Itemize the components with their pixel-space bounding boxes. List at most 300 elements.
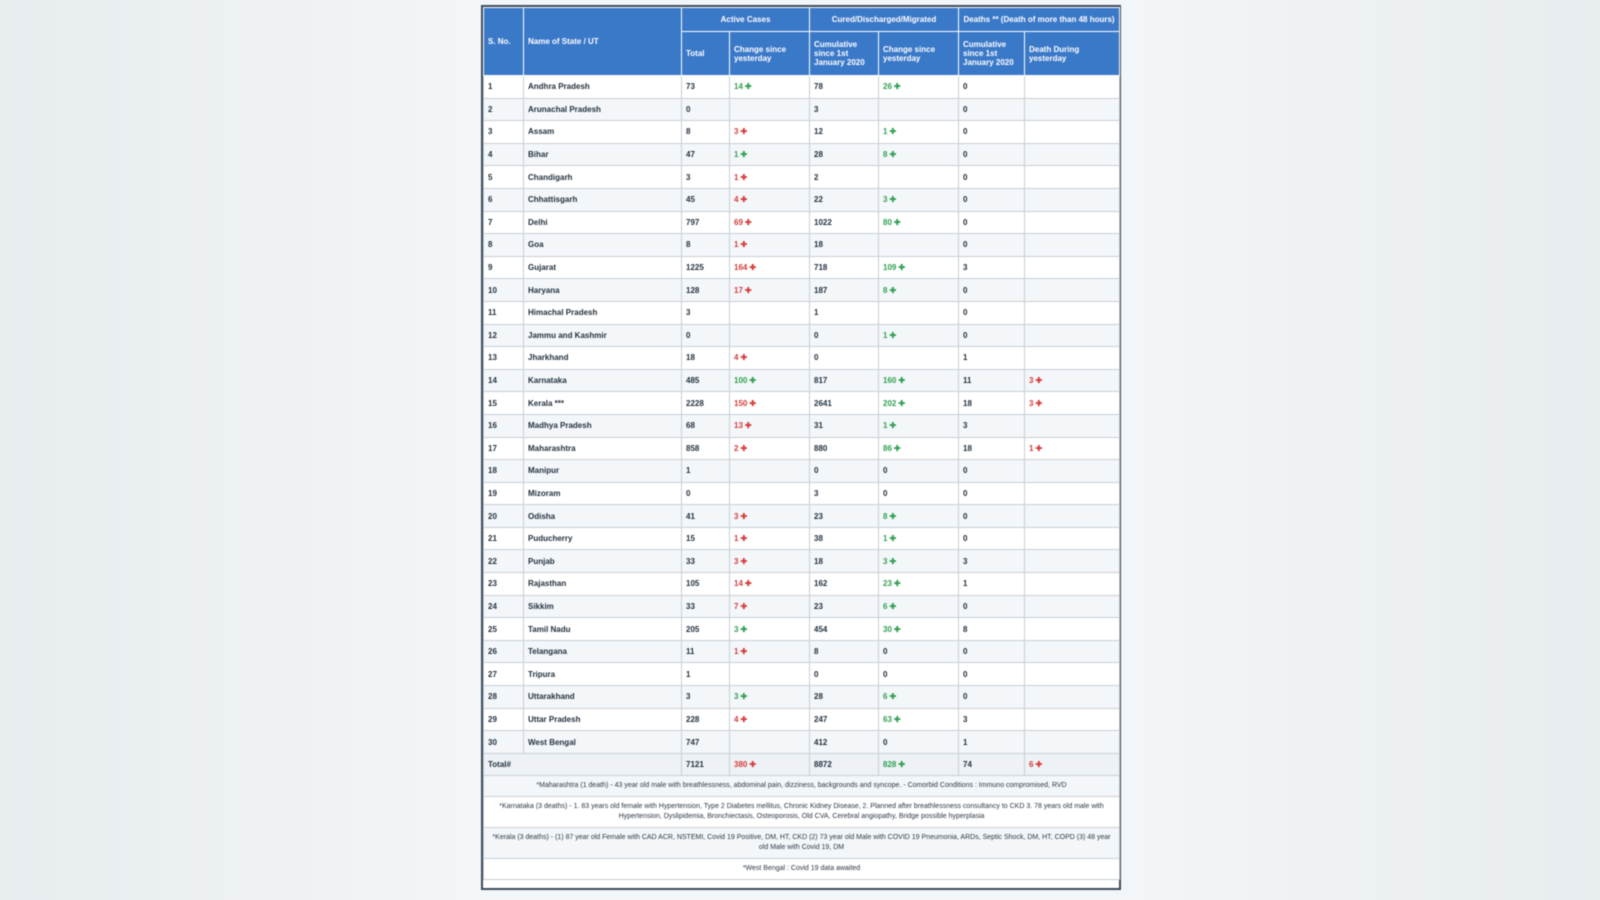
arrow-up-icon: ✚: [740, 127, 748, 137]
arrow-up-icon: ✚: [740, 240, 748, 250]
cell-deaths-total: 1: [959, 347, 1025, 370]
cell-active-change: [730, 505, 810, 528]
cell-active-total: 485: [682, 369, 730, 392]
covid-state-table-document: [481, 5, 1121, 890]
cell-cured-change: [879, 573, 959, 596]
cell-active-change: [730, 279, 810, 302]
table-row: [484, 324, 1120, 347]
cell-active-change-value: 3: [734, 127, 739, 137]
cell-active-change: [730, 482, 810, 505]
arrow-up-icon: ✚: [1035, 760, 1043, 770]
cell-death-change: [1025, 527, 1120, 550]
cell-active-change-value: 1: [734, 647, 739, 657]
cell-active-change-value: 1: [734, 172, 739, 182]
table-row: [484, 731, 1120, 754]
cell-deaths-total: 18: [959, 437, 1025, 460]
cell-sno: 30: [484, 731, 524, 754]
cell-cured-total: 23: [810, 595, 879, 618]
table-row: [484, 482, 1120, 505]
cell-active-change: [730, 414, 810, 437]
cell-cured-change: [879, 76, 959, 99]
cell-active-total: 105: [682, 573, 730, 596]
table-row: [484, 234, 1120, 257]
cell-sno: 16: [484, 414, 524, 437]
cell-state: Uttar Pradesh: [524, 708, 682, 731]
cell-active-change: [730, 437, 810, 460]
cell-cured-change-value: 6: [883, 692, 888, 702]
total-cured-change-value: 828: [883, 760, 897, 770]
arrow-down-icon: ✚: [740, 692, 748, 702]
table-row: [484, 347, 1120, 370]
cell-cured-change: [879, 301, 959, 324]
cell-sno: 2: [484, 98, 524, 121]
cell-sno: 27: [484, 663, 524, 686]
cell-death-change: [1025, 550, 1120, 573]
header-active-cases: Active Cases: [682, 8, 810, 32]
cell-active-change-value: 3: [734, 692, 739, 702]
cell-active-total: 45: [682, 188, 730, 211]
cell-active-total: 3: [682, 166, 730, 189]
cell-cured-change: [879, 663, 959, 686]
arrow-up-icon: ✚: [749, 263, 757, 273]
cell-active-change: [730, 392, 810, 415]
cell-state: Jammu and Kashmir: [524, 324, 682, 347]
footnote-karnataka: *Karnataka (3 deaths) - 1. 83 years old female with Hypertension, Type 2 Diabetes mellitus, Chronic Kidney Disease, 2. Planned after breathlessness consultancy to CKD 3. 78 years old male with Hypertension, Dyslipidemia, Bronchiectasis, Osteoporosis, Old CVA, Cerebral angiopathy, Bridge possible hyperplasia: [484, 797, 1120, 828]
cell-sno: 24: [484, 595, 524, 618]
table-row: [484, 166, 1120, 189]
cell-cured-change-value: 30: [883, 624, 892, 634]
cell-state: Sikkim: [524, 595, 682, 618]
table-row: [484, 392, 1120, 415]
arrow-up-icon: ✚: [740, 601, 748, 611]
arrow-down-icon: ✚: [889, 285, 897, 295]
table-row: [484, 121, 1120, 144]
cell-cured-total: 817: [810, 369, 879, 392]
cell-sno: 23: [484, 573, 524, 596]
cell-state: Odisha: [524, 505, 682, 528]
arrow-down-icon: ✚: [889, 556, 897, 566]
cell-state: Kerala ***: [524, 392, 682, 415]
cell-active-change: [730, 98, 810, 121]
cell-death-change-value: 3: [1029, 376, 1034, 386]
arrow-up-icon: ✚: [740, 443, 748, 453]
cell-active-change-value: 164: [734, 263, 748, 273]
cell-deaths-total: 0: [959, 121, 1025, 144]
arrow-up-icon: ✚: [740, 353, 748, 363]
cell-cured-change-value: 26: [883, 82, 892, 92]
cell-active-total: 68: [682, 414, 730, 437]
cell-death-change: [1025, 121, 1120, 144]
cell-deaths-total: 0: [959, 595, 1025, 618]
cell-deaths-total: 0: [959, 98, 1025, 121]
cell-cured-change: [879, 505, 959, 528]
cell-deaths-total: 8: [959, 618, 1025, 641]
cell-cured-change: [879, 618, 959, 641]
cell-active-total: 1225: [682, 256, 730, 279]
cell-active-change-value: 17: [734, 285, 743, 295]
arrow-down-icon: ✚: [889, 127, 897, 137]
cell-cured-change: [879, 256, 959, 279]
cell-cured-change-value: 0: [883, 488, 888, 498]
cell-deaths-total: 0: [959, 166, 1025, 189]
cell-cured-change: [879, 188, 959, 211]
cell-cured-total: 1: [810, 301, 879, 324]
cell-active-total: 8: [682, 234, 730, 257]
cell-death-change: [1025, 731, 1120, 754]
cell-cured-change-value: 86: [883, 443, 892, 453]
cell-cured-total: 8: [810, 640, 879, 663]
arrow-up-icon: ✚: [1035, 376, 1043, 386]
header-cured-change: Change since yesterday: [879, 32, 959, 76]
cell-death-change: [1025, 234, 1120, 257]
cell-active-change-value: 69: [734, 217, 743, 227]
table-row: [484, 414, 1120, 437]
total-active: 7121: [682, 753, 730, 776]
cell-state: West Bengal: [524, 731, 682, 754]
arrow-down-icon: ✚: [893, 82, 901, 92]
cell-sno: 7: [484, 211, 524, 234]
cell-cured-change-value: 1: [883, 127, 888, 137]
cell-cured-change-value: 80: [883, 217, 892, 227]
cell-death-change: [1025, 595, 1120, 618]
cell-cured-total: 31: [810, 414, 879, 437]
cell-cured-change: [879, 482, 959, 505]
cell-sno: 26: [484, 640, 524, 663]
arrow-down-icon: ✚: [889, 150, 897, 160]
cell-state: Telangana: [524, 640, 682, 663]
table-row: [484, 369, 1120, 392]
cell-active-change-value: 1: [734, 534, 739, 544]
cell-cured-total: 880: [810, 437, 879, 460]
cell-cured-change: [879, 369, 959, 392]
cell-cured-total: 38: [810, 527, 879, 550]
cell-death-change: [1025, 324, 1120, 347]
cell-active-total: 3: [682, 686, 730, 709]
total-death-change: [1025, 753, 1120, 776]
cell-active-change: [730, 640, 810, 663]
header-deaths-yesterday: Death During yesterday: [1025, 32, 1120, 76]
cell-death-change: [1025, 505, 1120, 528]
cell-state: Punjab: [524, 550, 682, 573]
cell-active-change: [730, 460, 810, 483]
cell-death-change: [1025, 708, 1120, 731]
cell-active-change: [730, 256, 810, 279]
arrow-down-icon: ✚: [898, 376, 906, 386]
cell-cured-total: 28: [810, 143, 879, 166]
arrow-down-icon: ✚: [889, 330, 897, 340]
cell-cured-change: [879, 234, 959, 257]
cell-cured-change-value: 23: [883, 579, 892, 589]
cell-cured-change-value: 160: [883, 376, 897, 386]
table-row: [484, 76, 1120, 99]
header-state: Name of State / UT: [524, 8, 682, 76]
cell-deaths-total: 0: [959, 234, 1025, 257]
cell-active-total: 73: [682, 76, 730, 99]
cell-sno: 1: [484, 76, 524, 99]
cell-cured-total: 454: [810, 618, 879, 641]
arrow-up-icon: ✚: [749, 760, 757, 770]
arrow-down-icon: ✚: [740, 624, 748, 634]
cell-state: Himachal Pradesh: [524, 301, 682, 324]
cell-state: Delhi: [524, 211, 682, 234]
cell-active-total: 2228: [682, 392, 730, 415]
cell-sno: 10: [484, 279, 524, 302]
cell-cured-total: 162: [810, 573, 879, 596]
cell-active-total: 47: [682, 143, 730, 166]
cell-cured-change-value: 202: [883, 398, 897, 408]
cell-active-total: 33: [682, 595, 730, 618]
arrow-down-icon: ✚: [889, 692, 897, 702]
cell-deaths-total: 0: [959, 527, 1025, 550]
cell-death-change: [1025, 188, 1120, 211]
cell-cured-change-value: 3: [883, 195, 888, 205]
header-deaths-cumulative: Cumulative since 1st January 2020: [959, 32, 1025, 76]
cell-deaths-total: 0: [959, 324, 1025, 347]
arrow-up-icon: ✚: [740, 714, 748, 724]
cell-active-total: 0: [682, 482, 730, 505]
cell-state: Puducherry: [524, 527, 682, 550]
cell-active-change: [730, 369, 810, 392]
cell-active-change-value: 4: [734, 714, 739, 724]
cell-active-total: 747: [682, 731, 730, 754]
cell-active-total: 858: [682, 437, 730, 460]
cell-active-change-value: 14: [734, 82, 743, 92]
cell-deaths-total: 3: [959, 256, 1025, 279]
cell-death-change: [1025, 686, 1120, 709]
cell-sno: 19: [484, 482, 524, 505]
cell-active-change-value: 3: [734, 556, 739, 566]
cell-cured-change: [879, 392, 959, 415]
cell-state: Madhya Pradesh: [524, 414, 682, 437]
cell-cured-change: [879, 708, 959, 731]
cell-cured-change-value: 1: [883, 330, 888, 340]
arrow-up-icon: ✚: [740, 195, 748, 205]
cell-active-total: 128: [682, 279, 730, 302]
cell-cured-change: [879, 279, 959, 302]
cell-death-change: [1025, 301, 1120, 324]
cell-active-change: [730, 731, 810, 754]
cell-cured-change-value: 63: [883, 714, 892, 724]
cell-cured-change: [879, 347, 959, 370]
arrow-up-icon: ✚: [744, 579, 752, 589]
table-row: [484, 708, 1120, 731]
total-label: Total#: [484, 753, 682, 776]
cell-deaths-total: 3: [959, 414, 1025, 437]
arrow-down-icon: ✚: [749, 376, 757, 386]
cell-cured-total: 3: [810, 482, 879, 505]
cell-cured-total: 0: [810, 460, 879, 483]
cell-sno: 4: [484, 143, 524, 166]
header-active-change: Change since yesterday: [730, 32, 810, 76]
cell-state: Mizoram: [524, 482, 682, 505]
arrow-up-icon: ✚: [740, 647, 748, 657]
cell-state: Assam: [524, 121, 682, 144]
cell-cured-change: [879, 595, 959, 618]
cell-cured-change-value: 0: [883, 647, 888, 657]
cell-cured-total: 18: [810, 234, 879, 257]
cell-cured-total: 28: [810, 686, 879, 709]
arrow-up-icon: ✚: [749, 398, 757, 408]
cell-death-change: [1025, 166, 1120, 189]
cell-cured-total: 12: [810, 121, 879, 144]
cell-active-change: [730, 595, 810, 618]
cell-death-change: [1025, 279, 1120, 302]
cell-deaths-total: 0: [959, 640, 1025, 663]
cell-cured-change-value: 109: [883, 263, 897, 273]
cell-active-change-value: 2: [734, 443, 739, 453]
cell-cured-total: 187: [810, 279, 879, 302]
arrow-down-icon: ✚: [898, 263, 906, 273]
table-row: [484, 143, 1120, 166]
table-body: [484, 76, 1120, 754]
cell-sno: 8: [484, 234, 524, 257]
cell-sno: 5: [484, 166, 524, 189]
footnote-row: [484, 859, 1120, 880]
cell-active-change: [730, 550, 810, 573]
cell-cured-total: 247: [810, 708, 879, 731]
cell-active-change-value: 150: [734, 398, 748, 408]
cell-state: Andhra Pradesh: [524, 76, 682, 99]
cell-cured-change: [879, 437, 959, 460]
cell-active-change: [730, 527, 810, 550]
cell-active-change: [730, 211, 810, 234]
cell-sno: 17: [484, 437, 524, 460]
cell-cured-change-value: 1: [883, 421, 888, 431]
cell-sno: 13: [484, 347, 524, 370]
cell-state: Gujarat: [524, 256, 682, 279]
cell-death-change: [1025, 76, 1120, 99]
cell-state: Arunachal Pradesh: [524, 98, 682, 121]
cell-active-change-value: 13: [734, 421, 743, 431]
cell-sno: 21: [484, 527, 524, 550]
cell-sno: 20: [484, 505, 524, 528]
arrow-down-icon: ✚: [889, 601, 897, 611]
cell-deaths-total: 0: [959, 460, 1025, 483]
cell-death-change: [1025, 414, 1120, 437]
cell-cured-change: [879, 731, 959, 754]
total-cured: 8872: [810, 753, 879, 776]
cell-state: Manipur: [524, 460, 682, 483]
cell-active-change-value: 3: [734, 511, 739, 521]
table-row: [484, 573, 1120, 596]
cell-active-total: 41: [682, 505, 730, 528]
cell-active-change: [730, 188, 810, 211]
cell-deaths-total: 11: [959, 369, 1025, 392]
cell-active-total: 11: [682, 640, 730, 663]
table-row: [484, 98, 1120, 121]
cell-cured-total: 22: [810, 188, 879, 211]
cell-death-change: [1025, 437, 1120, 460]
footnote-row: [484, 828, 1120, 859]
cell-cured-change-value: 0: [883, 466, 888, 476]
cell-cured-total: 78: [810, 76, 879, 99]
cell-cured-change: [879, 121, 959, 144]
cell-deaths-total: 18: [959, 392, 1025, 415]
cell-cured-total: 18: [810, 550, 879, 573]
cell-sno: 18: [484, 460, 524, 483]
cell-cured-change: [879, 686, 959, 709]
arrow-down-icon: ✚: [898, 760, 906, 770]
cell-active-change-value: 7: [734, 601, 739, 611]
cell-cured-total: 23: [810, 505, 879, 528]
cell-active-change-value: 14: [734, 579, 743, 589]
cell-cured-change-value: 8: [883, 285, 888, 295]
table-row: [484, 595, 1120, 618]
cell-state: Haryana: [524, 279, 682, 302]
cell-sno: 12: [484, 324, 524, 347]
cell-cured-total: 2641: [810, 392, 879, 415]
cell-death-change: [1025, 618, 1120, 641]
cell-death-change: [1025, 482, 1120, 505]
arrow-up-icon: ✚: [1035, 398, 1043, 408]
total-deaths: 74: [959, 753, 1025, 776]
cell-active-change: [730, 166, 810, 189]
cell-cured-total: 3: [810, 98, 879, 121]
cell-active-total: 228: [682, 708, 730, 731]
cell-death-change: [1025, 211, 1120, 234]
cell-sno: 22: [484, 550, 524, 573]
cell-state: Goa: [524, 234, 682, 257]
cell-cured-change: [879, 143, 959, 166]
cell-active-total: 33: [682, 550, 730, 573]
cell-state: Rajasthan: [524, 573, 682, 596]
arrow-up-icon: ✚: [740, 172, 748, 182]
arrow-down-icon: ✚: [889, 421, 897, 431]
arrow-down-icon: ✚: [893, 579, 901, 589]
cell-state: Uttarakhand: [524, 686, 682, 709]
cell-death-change: [1025, 640, 1120, 663]
cell-sno: 14: [484, 369, 524, 392]
cell-active-change-value: 4: [734, 195, 739, 205]
arrow-up-icon: ✚: [740, 534, 748, 544]
cell-active-total: 1: [682, 460, 730, 483]
cell-sno: 25: [484, 618, 524, 641]
cell-active-change: [730, 234, 810, 257]
cell-deaths-total: 0: [959, 188, 1025, 211]
cell-active-change: [730, 618, 810, 641]
cell-active-total: 15: [682, 527, 730, 550]
footnote-maharashtra: *Maharashtra (1 death) - 43 year old male with breathlessness, abdominal pain, dizziness, backgrounds and syncope. - Comorbid Conditions : Immuno compromised, RVD: [484, 776, 1120, 797]
cell-active-change-value: 4: [734, 353, 739, 363]
cell-cured-change: [879, 640, 959, 663]
table-row: [484, 527, 1120, 550]
total-row: [484, 753, 1120, 776]
cell-sno: 28: [484, 686, 524, 709]
cell-cured-total: 718: [810, 256, 879, 279]
cell-state: Karnataka: [524, 369, 682, 392]
table-row: [484, 279, 1120, 302]
cell-active-change: [730, 324, 810, 347]
table-row: [484, 640, 1120, 663]
cell-deaths-total: 1: [959, 731, 1025, 754]
arrow-up-icon: ✚: [744, 217, 752, 227]
cell-deaths-total: 0: [959, 76, 1025, 99]
header-sno: S. No.: [484, 8, 524, 76]
cell-state: Chhattisgarh: [524, 188, 682, 211]
table-row: [484, 256, 1120, 279]
footnote-west-bengal: *West Bengal : Covid 19 data awaited: [484, 859, 1120, 880]
arrow-down-icon: ✚: [893, 217, 901, 227]
arrow-down-icon: ✚: [893, 714, 901, 724]
cell-active-total: 3: [682, 301, 730, 324]
cell-death-change-value: 1: [1029, 443, 1034, 453]
cell-active-total: 1: [682, 663, 730, 686]
cell-cured-change: [879, 98, 959, 121]
cell-cured-change: [879, 527, 959, 550]
cell-death-change: [1025, 369, 1120, 392]
cell-sno: 29: [484, 708, 524, 731]
cell-death-change: [1025, 143, 1120, 166]
